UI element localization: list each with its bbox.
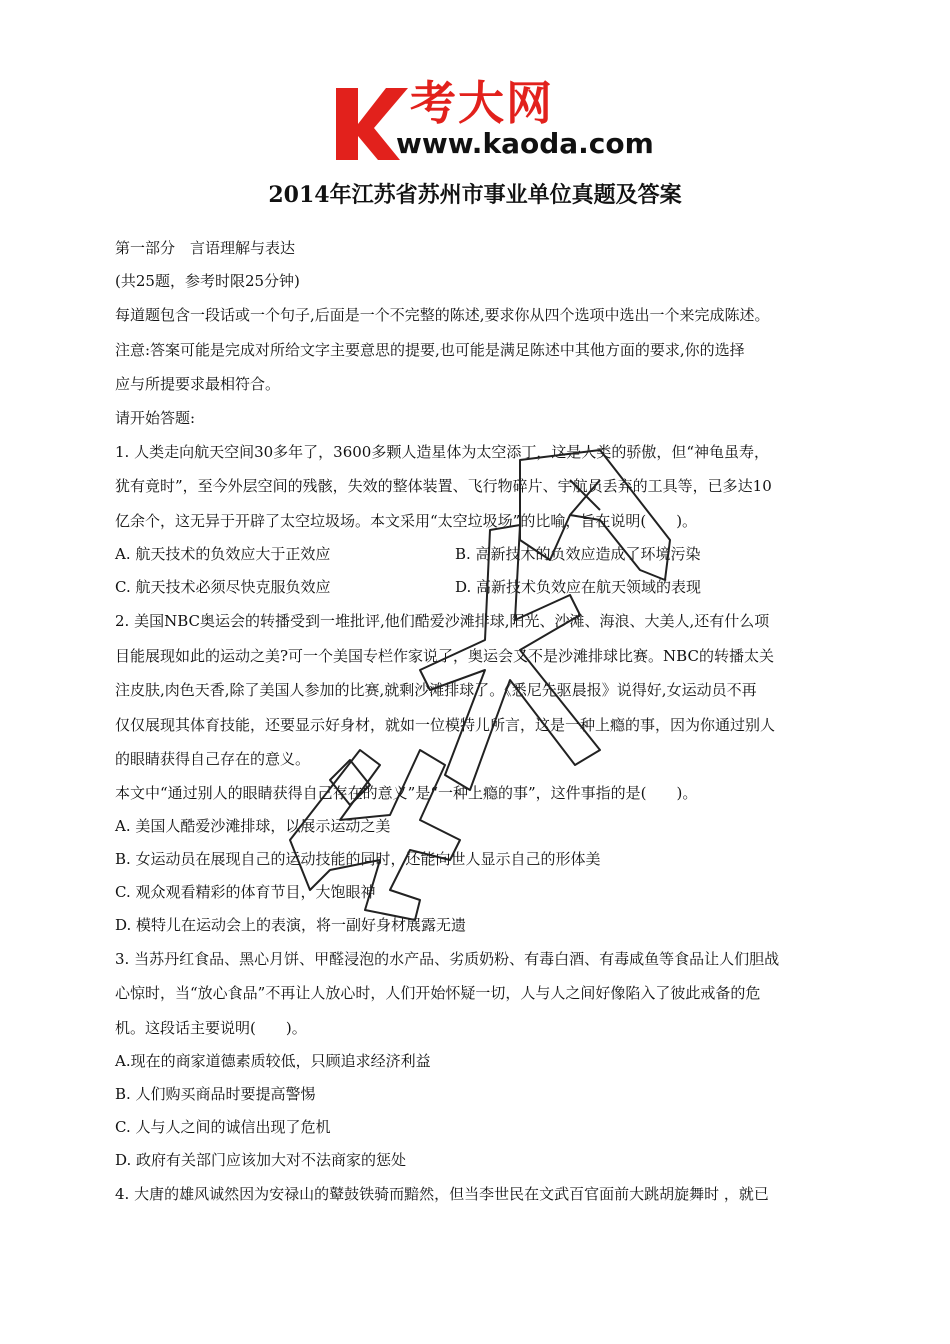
question-line: 目能展现如此的运动之美?可一个美国专栏作家说了，奥运会又不是沙滩排球比赛。NBC的转播太关 <box>115 646 774 665</box>
note-line: 应与所提要求最相符合。 <box>115 375 281 393</box>
logo-url-text: www.kaoda.com <box>396 127 654 160</box>
note-line: 注意:答案可能是完成对所给文字主要意思的提要,也可能是满足陈述中其他方面的要求,你的选择 <box>115 340 745 359</box>
option-d: D. 高新技术负效应在航天领域的表现 <box>455 578 702 596</box>
question-line: 4. 大唐的雄风诚然因为安禄山的鼙鼓铁骑而黯然，但当李世民在文武百官面前大跳胡旋舞时 ，就已 <box>115 1185 769 1203</box>
option-d: D. 模特儿在运动会上的表演，将一副好身材展露无遗 <box>115 915 467 934</box>
option-b: B. 女运动员在展现自己的运动技能的同时，还能向世人显示自己的形体美 <box>115 849 601 868</box>
question-line: 注皮肤,肉色天香,除了美国人参加的比赛,就剩沙滩排球了。《悉尼先驱晨报》说得好,女运动员不再 <box>115 681 757 699</box>
option-a: A. 美国人酷爱沙滩排球，以展示运动之美 <box>115 816 391 835</box>
question-line: 2. 美国NBC奥运会的转播受到一堆批评,他们酷爱沙滩排球,阳光、沙滩、海浪、大美人,还有什么项 <box>115 612 770 630</box>
question-line: 心惊时，当“放心食品”不再让人放心时，人们开始怀疑一切，人与人之间好像陷入了彼此戒备的危 <box>115 984 761 1002</box>
question-line: 1. 人类走向航天空间30多年了，3600多颗人造星体为太空添丁，这是人类的骄傲，但“神龟虽寿， <box>115 442 770 461</box>
question-line: 机。这段话主要说明( )。 <box>115 1018 307 1037</box>
option-b: B. 高新技术的负效应造成了环境污染 <box>455 545 701 563</box>
question-line: 仅仅展现其体育技能，还要显示好身材，就如一位模特儿所言，这是一种上瘾的事，因为你通过别人 <box>115 715 776 734</box>
logo-brand-text: 考大网 <box>410 76 554 130</box>
question-line: 的眼睛获得自己存在的意义。 <box>115 750 311 768</box>
option-b: B. 人们购买商品时要提高警惕 <box>115 1085 316 1103</box>
option-c: C. 观众观看精彩的体育节目，大饱眼神 <box>115 882 376 901</box>
option-d: D. 政府有关部门应该加大对不法商家的惩处 <box>115 1151 407 1169</box>
question-line: 本文中“通过别人的眼睛获得自己存在的意义”是“一种上瘾的事”，这件事指的是( )。 <box>115 783 698 802</box>
kaoda-logo <box>330 78 660 162</box>
option-row <box>115 571 850 604</box>
question-line: 亿余个，这无异于开辟了太空垃圾场。本文采用“太空垃圾场”的比喻，旨在说明( )。 <box>115 511 698 530</box>
section-meta: (共25题，参考时限25分钟) <box>115 272 300 290</box>
option-a: A. 航天技术的负效应大于正效应 <box>115 545 331 563</box>
option-row <box>115 538 850 571</box>
option-c: C. 人与人之间的诚信出现了危机 <box>115 1118 331 1136</box>
start-text: 请开始答题: <box>115 408 196 427</box>
question-line: 犹有竟时”，至今外层空间的残骸，失效的整体装置、飞行物碎片、宇航员丢弃的工具等，已多达10 <box>115 477 772 495</box>
option-c: C. 航天技术必须尽快克服负效应 <box>115 578 331 596</box>
option-a: A.现在的商家道德素质较低，只顾追求经济利益 <box>115 1052 431 1070</box>
page-title: 2014年江苏省苏州市事业单位真题及答案 <box>268 182 682 208</box>
question-line: 3. 当苏丹红食品、黑心月饼、甲醛浸泡的水产品、劣质奶粉、有毒白酒、有毒咸鱼等食品让人们胆战 <box>115 949 780 968</box>
document-body <box>115 232 850 1212</box>
section-heading: 第一部分 言语理解与表达 <box>115 239 296 257</box>
instruction-text: 每道题包含一段话或一个句子,后面是一个不完整的陈述,要求你从四个选项中选出一个来完成陈述。 <box>115 306 770 324</box>
